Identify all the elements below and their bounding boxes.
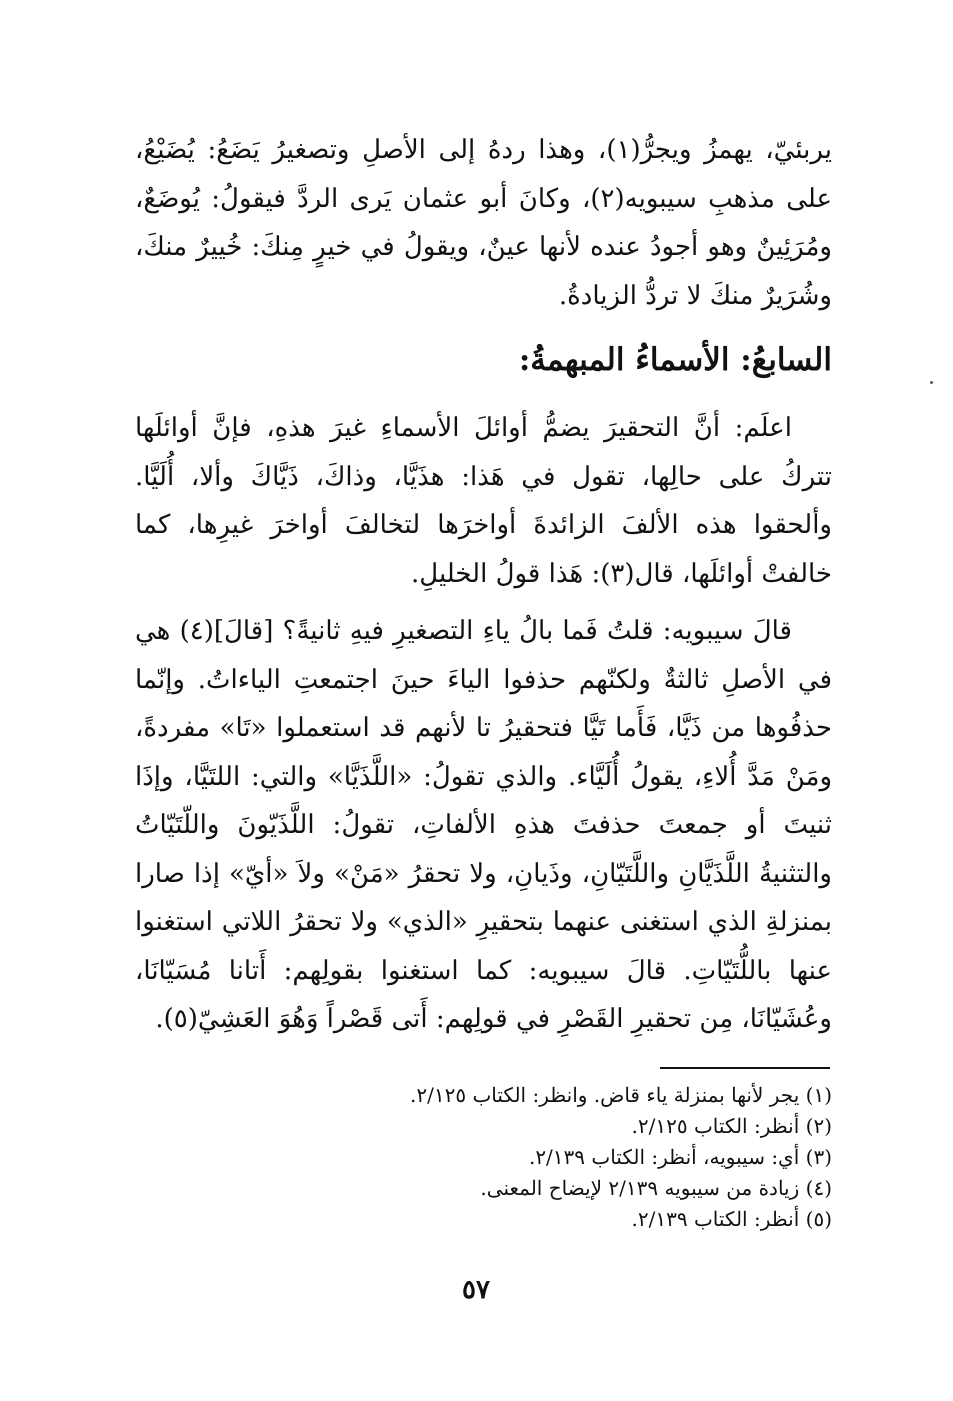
- margin-mark: [930, 381, 933, 384]
- paragraph-2: [135, 404, 832, 598]
- section-heading: السابعُ: الأسماءُ المبهمةُ:: [518, 342, 832, 378]
- footnote-5: (٥) أنظر: الكتاب ٢/١٣٩.: [631, 1207, 832, 1231]
- footnote-3: (٣) أي: سيبويه، أنظر: الكتاب ٢/١٣٩.: [528, 1145, 832, 1169]
- paragraph-3: [135, 607, 832, 1044]
- footnote-4: (٤) زيادة من سيبويه ٢/١٣٩ لإيضاح المعنى.: [480, 1176, 832, 1200]
- paragraph-1: [135, 126, 832, 320]
- page-number: ٥٧: [462, 1275, 490, 1305]
- footnote-1: (١) يجر لأنها بمنزلة ياء قاض. وانظر: الكتاب ٢/١٢٥.: [410, 1083, 832, 1107]
- footnotes: [135, 1080, 832, 1235]
- footnote-2: (٢) أنظر: الكتاب ٢/١٢٥.: [631, 1114, 832, 1138]
- paragraph-2-text: اعلَم: أنَّ التحقيرَ يضمُّ أوائلَ الأسماءِ غيرَ هذهِ، فإنَّ أوائلَها تتركُ على حالِها، تقول في هَذا: هذَيَّا، وذاكَ، ذَيَّاكَ وألا، أُلَيَّا. وألحقوا هذه الألفَ الزائدةَ أواخرَها لتخالفَ أواخرَ غيرِها، كما خالفتْ أوائلَها، قال(٣): هَذا قولُ الخليلِ.: [135, 413, 832, 589]
- footnote-divider: [660, 1067, 830, 1069]
- paragraph-3-text: قالَ سيبويه: قلتُ فَما بالُ ياءِ التصغيرِ فيهِ ثانيةً؟ [قالَ](٤) هي في الأصلِ ثالثةٌ ولكنّهم حذفوا الياءَ حينَ اجتمعتِ الياءاتُ. وإنّما حذفُوها من ذَيَّا، فَأَما تَيَّا فتحقيرُ تا لأنهم قد استعملوا «تَا» مفردةً، ومَنْ مَدَّ أُلاءِ، يقولُ أُلَيَّاء. والذي تقولُ: «اللَّذَيَّا» والتي: اللتَيَّا، وإذَا ثنيتَ أو جمعتَ حذفتَ هذهِ الألفاتِ، تقولُ: اللَّذَيّونَ واللّتَيّاتُ والتثنيةُ اللَّذَيَّانِ واللَّتَيّانِ، وذَيانِ، ولا تحقرُ «مَنْ» ولاَ «أيّ» إذا صارا بمنزلةِ الذي استغنى عنهما بتحقيرِ «الذي» ولا تحقرُ اللاتي استغنوا عنها باللُّتَيّاتِ. قالَ سيبويه: كما استغنوا بقولِهم: أَتانا مُسَيّانَا، وعُشَيّانَا، مِن تحقيرِ القَصْرِ في قولِهم: أَتى قَصْراً وَهُوَ العَشِيّ(٥).: [135, 616, 832, 1034]
- paragraph-1-text: يربئيّ، يهمزُ ويجرُّ(١)، وهذا ردهُ إلى الأصلِ وتصغيرُ يَضَعُ: يُضَيْعُ، على مذهبِ سيبويه(٢)، وكانَ أبو عثمان يَرى الردَّ فيقولُ: يُوضَعٌ، ومُرَئِينٌ وهو أجودُ عنده لأنها عينٌ، ويقولُ في خيرٍ مِنكَ: خُييرٌ منكَ، وشُرَيرٌ منكَ لا تردُّ الزيادةُ.: [135, 135, 832, 311]
